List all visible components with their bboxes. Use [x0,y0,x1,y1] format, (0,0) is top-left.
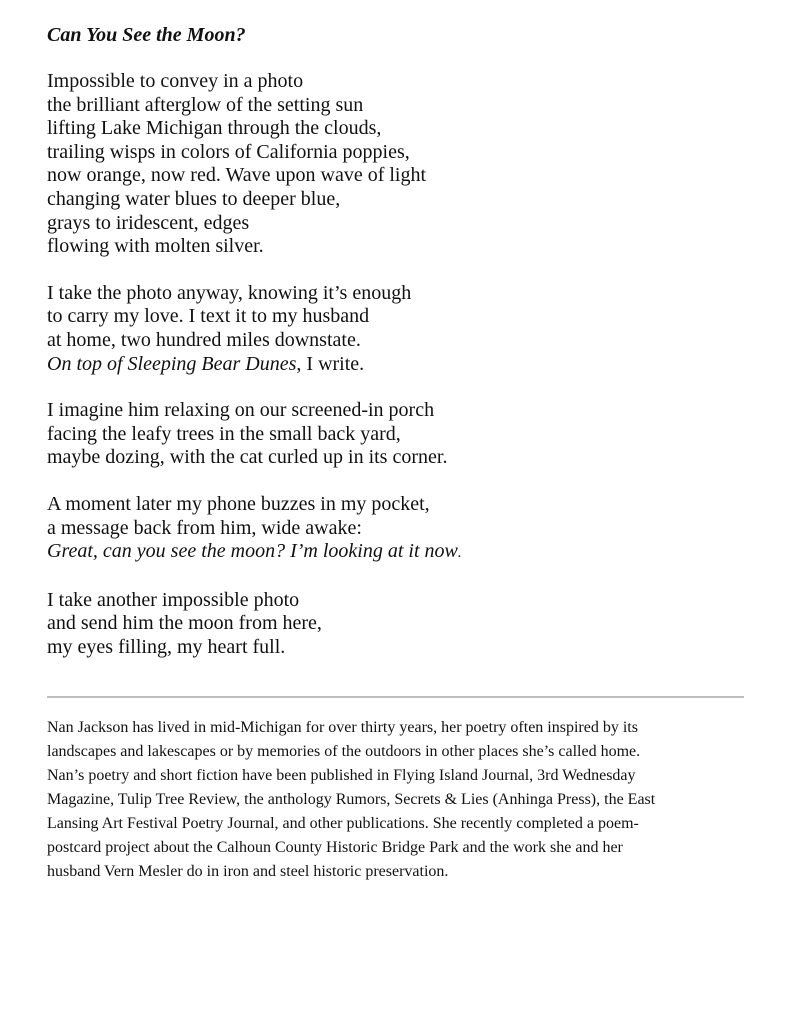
stanza-3 [47,399,747,470]
poem-line: trailing wisps in colors of California poppies, [47,140,410,163]
line-remainder: , I write. [296,352,365,375]
poem-title: Can You See the Moon? [47,24,246,46]
poem-line: the brilliant afterglow of the setting sun [47,93,364,116]
bio-line: Lansing Art Festival Poetry Journal, and other publications. She recently completed a poem- [47,815,639,832]
poem-line: maybe dozing, with the cat curled up in its corner. [47,446,448,469]
poem-line: to carry my love. I text it to my husband [47,305,370,328]
poem-line: lifting Lake Michigan through the clouds, [47,117,382,140]
poem-line: changing water blues to deeper blue, [47,187,341,210]
poem-line: I take another impossible photo [47,588,300,611]
bio-line: Nan’s poetry and short fiction have been published in Flying Island Journal, 3rd Wednesday [47,767,636,784]
stanza-5 [47,589,747,660]
stanza-2 [47,282,747,376]
divider [47,696,744,698]
poem-line: I imagine him relaxing on our screened-in porch [47,399,435,422]
poem-line: A moment later my phone buzzes in my pocket, [47,492,430,515]
stanza-1 [47,70,747,259]
poem-line-italic [47,540,747,566]
bio-line: Nan Jackson has lived in mid-Michigan for over thirty years, her poetry often inspired by its [47,719,638,736]
poem-line: at home, two hundred miles downstate. [47,328,361,351]
poem-line: and send him the moon from here, [47,612,322,635]
poem-line: now orange, now red. Wave upon wave of light [47,164,427,187]
poem-line: Impossible to convey in a photo [47,70,304,92]
bio-line: postcard project about the Calhoun County Historic Bridge Park and the work she and her [47,839,623,856]
stanza-4 [47,493,747,566]
italic-message: Great, can you see the moon? I’m looking at it now [47,540,458,563]
italic-phrase: On top of Sleeping Bear Dunes [47,352,297,375]
poem-line: my eyes filling, my heart full. [47,635,286,658]
poem [47,22,747,682]
poem-line: flowing with molten silver. [47,235,264,258]
bio-line: Magazine, Tulip Tree Review, the anthology Rumors, Secrets & Lies (Anhinga Press), the East [47,791,656,808]
poem-line: grays to iridescent, edges [47,211,250,234]
poem-line-mixed [47,353,747,377]
author-bio [47,716,747,884]
bio-line: landscapes and lakescapes or by memories of the outdoors in other places she’s called home. [47,743,641,760]
poem-line: facing the leafy trees in the small back yard, [47,422,401,445]
bio-line: husband Vern Mesler do in iron and steel historic preservation. [47,863,449,880]
poem-line: a message back from him, wide awake: [47,516,362,539]
poem-line: I take the photo anyway, knowing it’s enough [47,281,412,304]
italic-period: . [457,545,462,562]
